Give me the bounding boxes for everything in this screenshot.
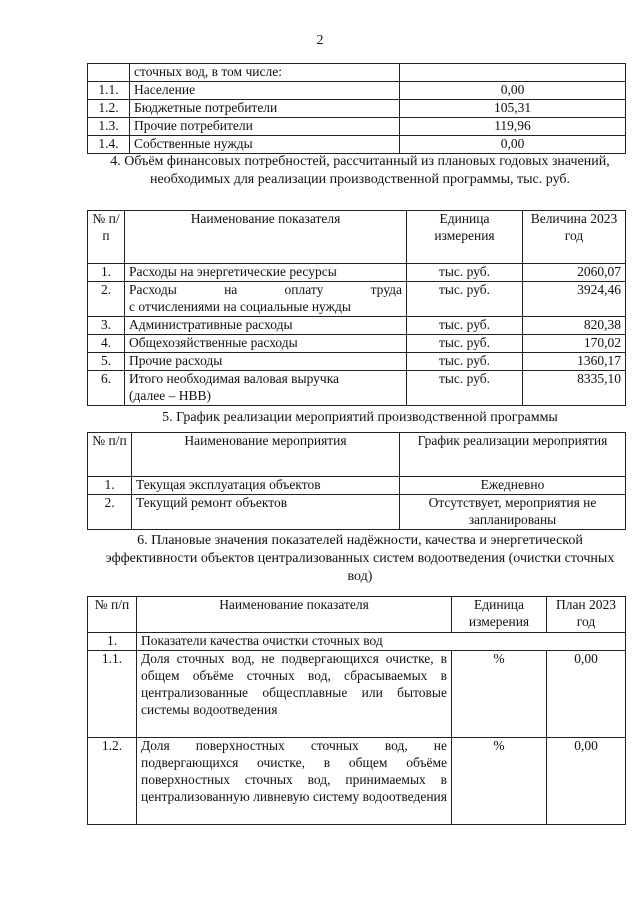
table-row: 1.4. Собственные нужды 0,00 [88,135,626,153]
table-row: 2. Расходы на оплату труда с отчислениями на социальные нужды тыс. руб. 3924,46 [88,282,626,317]
section-6-heading: 6. Плановые значения показателей надёжности, качества и энергетической эффективности объектов централизованных систем водоотведения (очистки сточных вод) [105,533,615,585]
tariff-volume-table [87,63,626,154]
table-row: 5. Прочие расходы тыс. руб. 1360,17 [88,353,626,371]
section-4-heading: 4. Объём финансовых потребностей, рассчитанный из плановых годовых значений, необходимых для реализации производственной программы, тыс. руб. [110,154,610,188]
table-cell: сточных вод, в том числе: [130,64,400,82]
table-row: 1.2. Бюджетные потребители 105,31 [88,99,626,117]
table-row: 1. Расходы на энергетические ресурсы тыс. руб. 2060,07 [88,264,626,282]
table-row: 1. Показатели качества очистки сточных вод [88,633,626,651]
table-row: 4. Общехозяйственные расходы тыс. руб. 170,02 [88,335,626,353]
table-header: № п/п Наименование показателя Единица измерения План 2023 год [88,597,626,633]
table-row: 3. Административные расходы тыс. руб. 820,38 [88,317,626,335]
table-row: 1.2. Доля поверхностных сточных вод, не подвергающихся очистке, в общем объёме поверхностных сточных вод, принимаемых в централизованную ливневую систему водоотведения % 0,00 [88,738,626,825]
schedule-table [87,432,626,530]
table-row: 1.3. Прочие потребители 119,96 [88,117,626,135]
financial-needs-table [87,210,626,406]
table-row: 1.1. Население 0,00 [88,81,626,99]
indicators-table [87,596,626,825]
table-header: № п/п Наименование мероприятия График реализации мероприятия [88,433,626,477]
table-row: 2. Текущий ремонт объектов Отсутствует, мероприятия не запланированы [88,495,626,530]
section-5-heading: 5. График реализации мероприятий производственной программы [162,410,558,425]
table-row: 1. Текущая эксплуатация объектов Ежедневно [88,477,626,495]
page-number: 2 [316,33,324,48]
table-row: 6. Итого необходимая валовая выручка (далее – НВВ) тыс. руб. 8335,10 [88,371,626,406]
table-row: 1.1. Доля сточных вод, не подвергающихся очистке, в общем объёме сточных вод, сбрасываемых в централизованные общесплавные или бытовые системы водоотведения % 0,00 [88,651,626,738]
table-header: № п/п Наименование показателя Единица измерения Величина 2023 год [88,211,626,264]
